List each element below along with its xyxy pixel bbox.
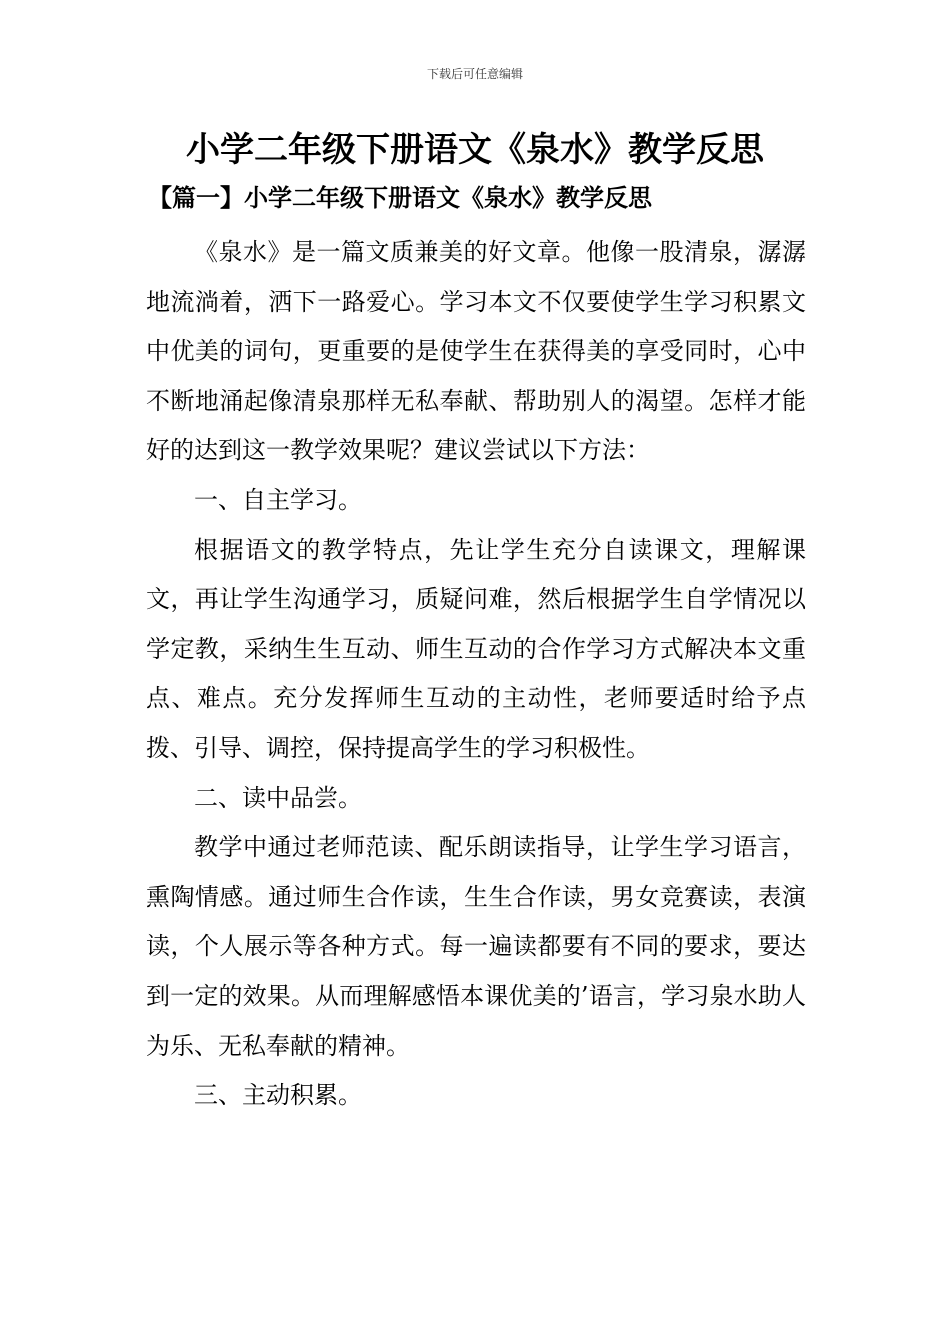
document-title: 小学二年级下册语文《泉水》教学反思 xyxy=(186,130,764,170)
heading-accumulation: 三、主动积累。 xyxy=(194,1081,362,1110)
heading-reading: 二、读中品尝。 xyxy=(194,783,362,812)
header-note: 下载后可任意编辑 xyxy=(426,67,523,81)
section-title: 【篇一】小学二年级下册语文《泉水》教学反思 xyxy=(148,183,652,212)
paragraph-intro: 《泉水》是一篇文质兼美的好文章。他像一股清泉，潺潺地流淌着，洒下一路爱心。学习本文不仅要使学生学习积累文中优美的词句，更重要的是使学生在获得美的享受同时，心中不断地涌起像清泉那样无私奉献、帮助别人的渴望。怎样才能好的达到这一教学效果呢？建议尝试以下方法： xyxy=(146,238,806,465)
paragraph-self-study: 根据语文的教学特点，先让学生充分自读课文，理解课文，再让学生沟通学习，质疑问难，然后根据学生自学情况以学定教，采纳生生互动、师生互动的合作学习方式解决本文重点、难点。充分发挥师生互动的主动性，老师要适时给予点拨、引导、调控，保持提高学生的学习积极性。 xyxy=(146,535,806,762)
document-body xyxy=(146,228,806,1121)
paragraph-reading: 教学中通过老师范读、配乐朗读指导，让学生学习语言，熏陶情感。通过师生合作读，生生合作读，男女竞赛读，表演读，个人展示等各种方式。每一遍读都要有不同的要求，要达到一定的效果。从而理解感悟本课优美的’语言，学习泉水助人为乐、无私奉献的精神。 xyxy=(146,833,806,1060)
heading-self-study: 一、自主学习。 xyxy=(194,485,362,514)
